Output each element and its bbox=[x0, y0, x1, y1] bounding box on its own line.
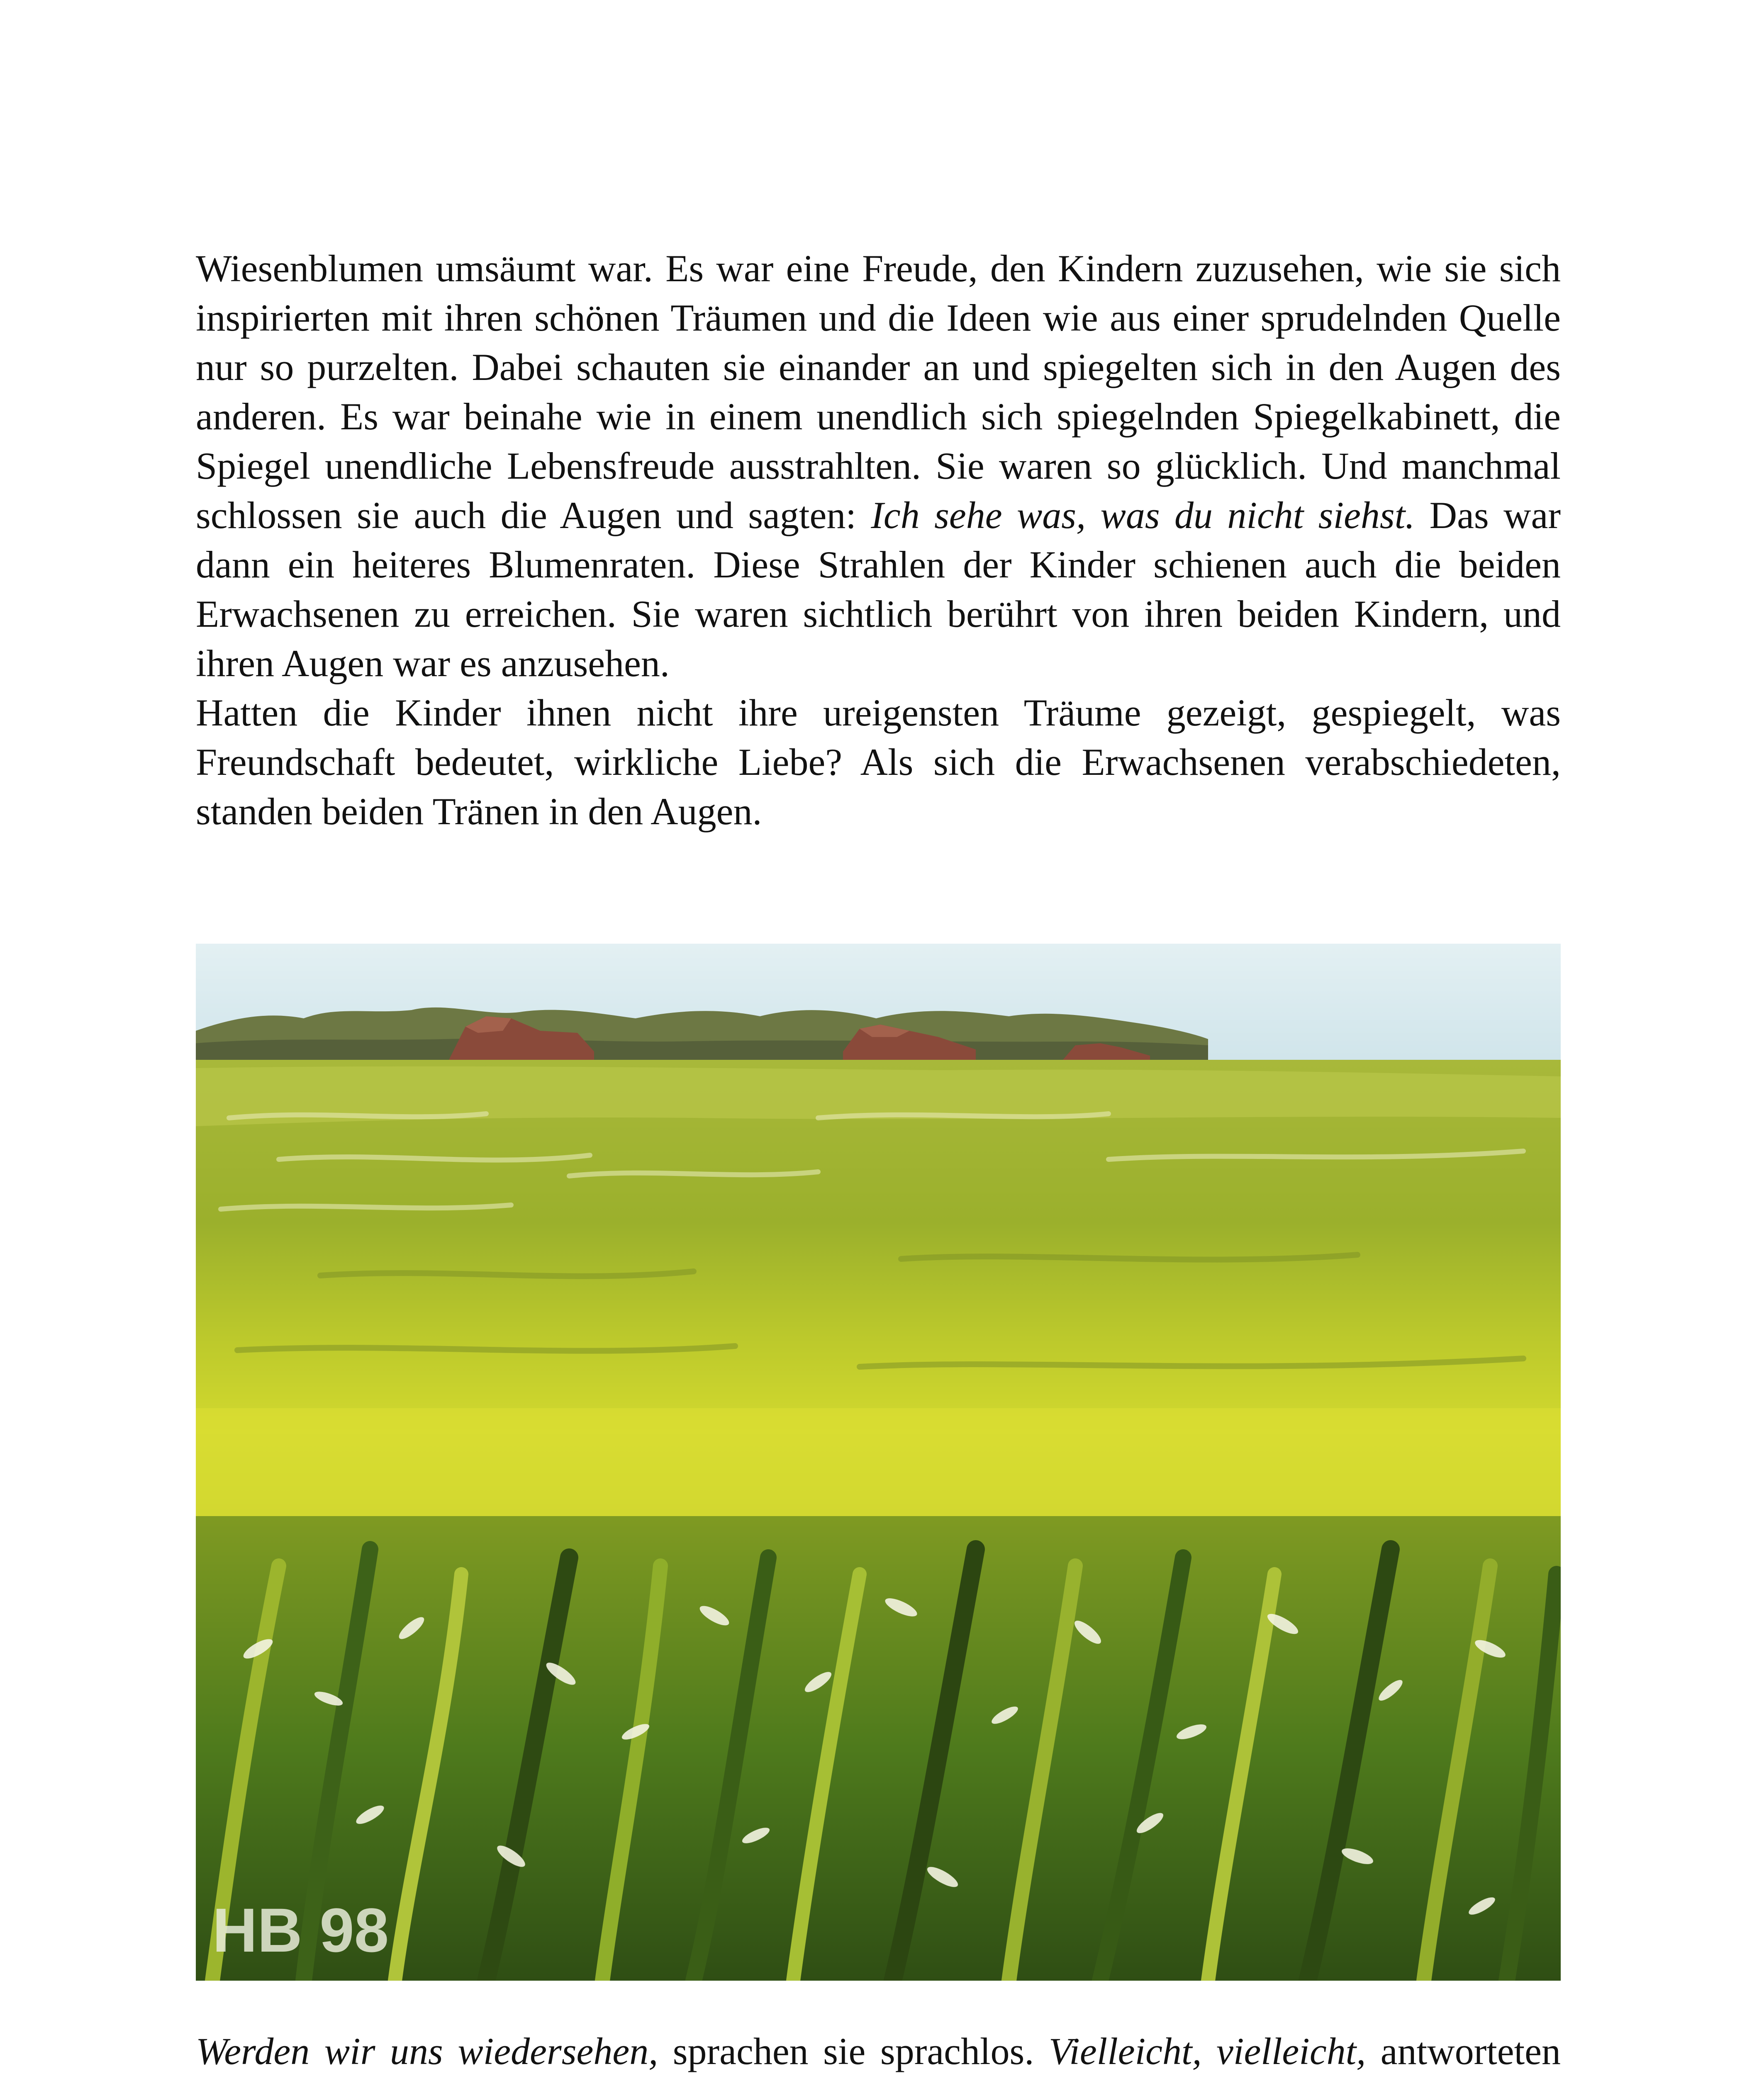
yellow-rapeseed-band bbox=[196, 1408, 1561, 1533]
painter-signature: HB 98 bbox=[212, 1895, 389, 1965]
body-text-bottom bbox=[196, 2027, 1561, 2074]
paragraph-3-text-2: sprachen sie sprachlos. bbox=[658, 2030, 1049, 2072]
paragraph-1-part-3: Das war dann ein heiteres Blumenraten. Diese Strahlen der Kinder schienen auch die beiden Erwachsenen zu erreichen. Sie waren sichtlich berührt von ihren beiden Kindern, und ihren Augen war es anzusehen. bbox=[196, 494, 1561, 684]
paragraph-1-part-1: Wiesenblumen umsäumt war. Es war eine Freude, den Kindern zuzusehen, wie sie sich inspirierten mit ihren schönen Träumen und die Ideen wie aus einer sprudelnden Quelle nur so purzelten. Dabei schauten sie einander an und spiegelten sich in den Augen des anderen. Es war beinahe wie in einem unendlich sich spiegelnden Spiegelkabinett, die Spiegel unendliche Lebensfreude ausstrahlten. Sie waren so glücklich. Und manchmal schlossen sie auch die Augen und sagten: bbox=[196, 247, 1561, 536]
paragraph-3-italic-3: Vielleicht, vielleicht, bbox=[1048, 2030, 1366, 2072]
paragraph-1 bbox=[196, 244, 1561, 688]
meadow-painting bbox=[196, 944, 1561, 1981]
paragraph-1-italic-quote: Ich sehe was, was du nicht siehst. bbox=[871, 494, 1415, 536]
paragraph-3-text-4: antworteten bbox=[1380, 2030, 1561, 2072]
paragraph-3-italic-1: Werden wir uns wiedersehen, bbox=[196, 2030, 658, 2072]
paragraph-2: Hatten die Kinder ihnen nicht ihre ureigensten Träume gezeigt, gespiegelt, was Freundschaft bedeutet, wirkliche Liebe? Als sich die Erwachsenen verabschiedeten, standen beiden Tränen in den Augen. bbox=[196, 691, 1561, 833]
body-text-top bbox=[196, 244, 1561, 836]
paragraph-3 bbox=[196, 2027, 1561, 2074]
